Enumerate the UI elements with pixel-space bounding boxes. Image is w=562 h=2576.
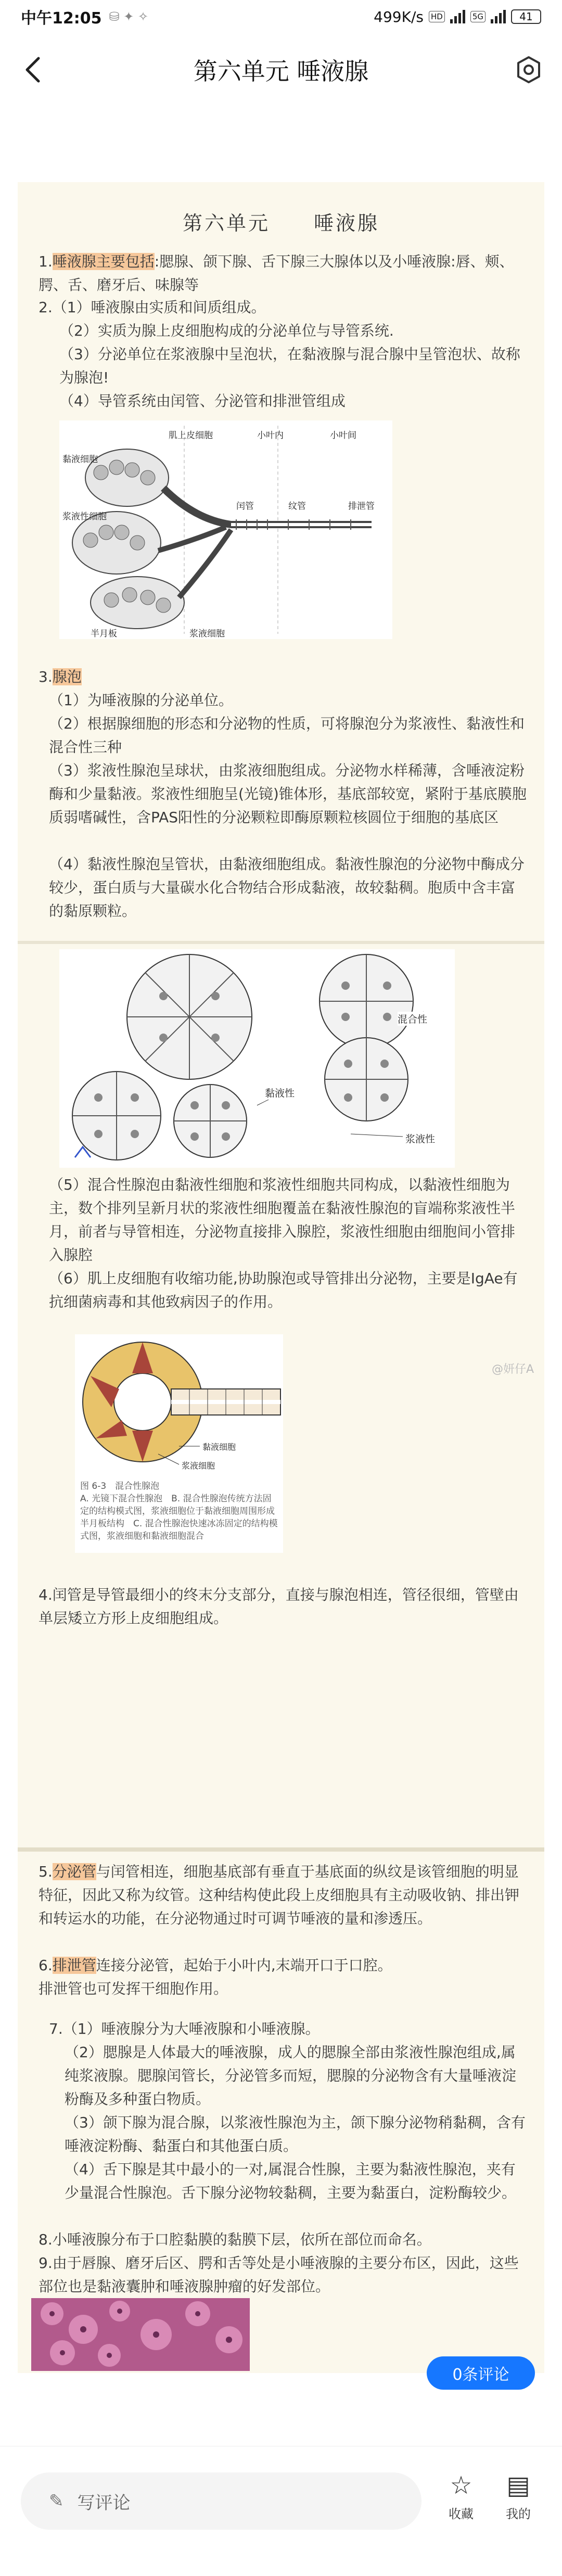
section-4: 4.闰管是导管最细小的终末分支部分，直接与腺泡相连，管径很细，管壁由单层矮立方形上皮细胞组成。 [39,1586,519,1627]
back-button[interactable] [17,54,48,85]
battery-indicator: 41 [511,9,541,24]
notes-page-2 [18,941,544,1845]
mixed-acinus-diagram [75,1334,283,1475]
highlight-text: 分泌管 [52,1863,96,1880]
point-2-4: （4）导管系统由闰管、分泌管和排泄管组成 [59,392,346,410]
section-3-p6: （6）肌上皮细胞有收缩功能,协助腺泡或导管排出分泌物，主要是IgAe有抗细菌病毒和其他致病因子的作用。 [49,1270,518,1310]
histology-image [31,2298,250,2371]
gland-structure-diagram [59,420,392,639]
favorite-label: 收藏 [449,2507,474,2521]
doc-title: 第六单元 唾液腺 [182,212,379,235]
histology-figure [31,2298,250,2371]
section-5-text: 与闰管相连，细胞基底部有垂直于基底面的纵纹是该管细胞的明显特征，因此又称为纹管。这种结构使此段上皮细胞具有主动吸收钠、排出钾和转运水的功能，在分泌物通过时可调节唾液的量和渗透压。 [39,1863,520,1927]
network-speed: 499K/s [374,8,424,25]
section-7-p1: 7.（1）唾液腺分为大唾液腺和小唾液腺。 [49,2020,320,2037]
section-3-p4: （4）黏液性腺泡呈管状，由黏液细胞组成。黏液性腺泡的分泌物中酶成分较少，蛋白质与大量碳水化合物结合形成黏液，故较黏稠。胞质中含丰富的黏原颗粒。 [49,856,525,920]
star-icon: ☆ [450,2471,472,2500]
notification-icons: ⛁ ✦ ✧ [109,9,149,24]
section-7-p2: （2）腮腺是人体最大的唾液腺，成人的腮腺全部由浆液性腺泡组成,属纯浆液腺。腮腺闰管长，分泌管多而短，腮腺的分泌物含有大量唾液淀粉酶及多种蛋白物质。 [65,2044,517,2108]
favorite-button[interactable] [435,2467,487,2522]
fig1-label: 黏液细胞 [62,454,98,465]
comment-count-button[interactable]: 0条评论 [427,2356,535,2390]
notes-page-3 [18,1847,544,2373]
fig1-label: 小叶内 [257,430,284,441]
highlight-text: 腺泡 [52,668,82,685]
section-number: 6. [39,1957,53,1974]
watermark: @妍仔A [491,1363,534,1376]
fig1-label: 闰管 [236,501,254,512]
section-7-p3: （3）颌下腺为混合腺，以浆液性腺泡为主，颌下腺分泌物稍黏稠，含有唾液淀粉酶、黏蛋白和其他蛋白质。 [65,2114,526,2154]
acinus-types-diagram [59,949,455,1168]
page-title: 第六单元 唾液腺 [193,57,369,85]
fig3-label: 黏液细胞 [202,1442,236,1452]
section-3-p2: （2）根据腺细胞的形态和分泌物的性质，可将腺泡分为浆液性、黏液性和混合性三种 [49,715,525,756]
fig3-label: 浆液细胞 [182,1461,215,1471]
app-header [0,33,562,106]
chat-icon: ▤ [506,2471,530,2500]
bottom-action-bar [0,2446,562,2576]
write-comment-label: 写评论 [77,2492,131,2514]
fig1-label: 浆液细胞 [189,629,225,639]
mine-label: 我的 [506,2507,531,2521]
section-3-p1: （1）为唾液腺的分泌单位。 [49,692,233,709]
section-3-p5: （5）混合性腺泡由黏液性细胞和浆液性细胞共同构成，以黏液性细胞为主，数个排列呈新月状的浆液性细胞覆盖在黏液性腺泡的盲端称浆液性半月，前者与导管相连，分泌物直接排入腺腔，浆液性细胞由细胞间小管排入腺腔 [49,1176,516,1264]
section-6 [39,1954,528,1977]
section-6-extra: 排泄管也可发挥干细胞作用。 [39,1980,228,1997]
fig1-label: 纹管 [288,501,306,512]
highlight-text: 排泄管 [52,1957,96,1974]
notes-document [18,182,544,2373]
fig2-label: 混合性 [398,1012,427,1026]
status-time: 中午12:05 [21,9,102,28]
section-5 [39,1860,528,1930]
back-arrow-icon [23,55,42,84]
point-2-2: （2）实质为腺上皮细胞构成的分泌单位与导管系统. [59,322,394,339]
fig2-label: 黏液性 [265,1086,295,1100]
highlight-text: 唾液腺主要包括 [52,253,155,270]
write-comment-input[interactable] [21,2472,422,2530]
section-6-text: 连接分泌管，起始于小叶内,末端开口于口腔。 [96,1957,392,1974]
gear-icon [513,54,544,85]
fig1-label: 肌上皮细胞 [169,430,213,441]
fig1-label: 半月板 [91,629,117,639]
5g-badge: 5G [470,11,486,22]
section-7-p4: （4）舌下腺是其中最小的一对,属混合性腺，主要为黏液性腺泡，夹有少量混合性腺泡。舌下腺分泌物较黏稠，主要为黏蛋白，淀粉酶较少。 [65,2161,517,2201]
mixed-acinus-figure [75,1334,283,1553]
pen-icon: ✎ [49,2491,64,2511]
point-1-text: :腮腺、颌下腺、舌下腺三大腺体以及小唾液腺:唇、颊、腭、舌、磨牙后、味腺等 [39,253,514,294]
hd-badge: HD [429,11,445,22]
fig1-label: 浆液性细胞 [62,512,107,522]
fig2-label: 浆液性 [405,1131,435,1145]
fig1-label: 小叶间 [330,430,356,441]
point-2-3: （3）分泌单位在浆液腺中呈泡状，在黏液腺与混合腺中呈管泡状、故称为腺泡! [59,346,520,386]
status-bar [0,0,562,33]
gland-structure-figure [59,420,392,639]
section-number: 3. [39,668,53,685]
acinus-types-figure [59,949,455,1168]
settings-button[interactable] [513,54,544,85]
point-1: 1.唾液腺主要包括:腮腺、颌下腺、舌下腺三大腺体以及小唾液腺:唇、颊、腭、舌、磨牙后、味腺等 [39,253,514,294]
section-number: 5. [39,1863,53,1880]
signal-icon-2 [491,10,506,23]
fig3-caption: 图 6-3 混合性腺泡 A. 光镜下混合性腺泡 B. 混合性腺泡传统方法固定的结构模式图，浆液细胞位于黏液细胞周围形成半月板结构 C. 混合性腺泡快速冰冻固定的结构模式图，浆液细胞和黏液细胞混合 [80,1481,278,1541]
section-9: 9.由于唇腺、磨牙后区、腭和舌等处是小唾液腺的主要分布区，因此，这些部位也是黏液囊肿和唾液腺肿瘤的好发部位。 [39,2254,519,2295]
section-3-p3: （3）浆液性腺泡呈球状，由浆液细胞组成。分泌物水样稀薄，含唾液淀粉酶和少量黏液。浆液性细胞呈(光镜)锥体形，基底部较宽，紧附于基底膜胞质弱嗜碱性，含PAS阳性的分泌颗粒即酶原颗粒核圆位于细胞的基底区 [49,762,527,826]
point-2: 2.（1）唾液腺由实质和间质组成。 [39,299,266,316]
section-3-heading [39,665,528,688]
section-8: 8.小唾液腺分布于口腔黏膜的黏膜下层，依所在部位而命名。 [39,2231,431,2248]
fig1-label: 排泄管 [348,501,375,512]
signal-icon [450,10,465,23]
mine-button[interactable] [492,2467,544,2522]
